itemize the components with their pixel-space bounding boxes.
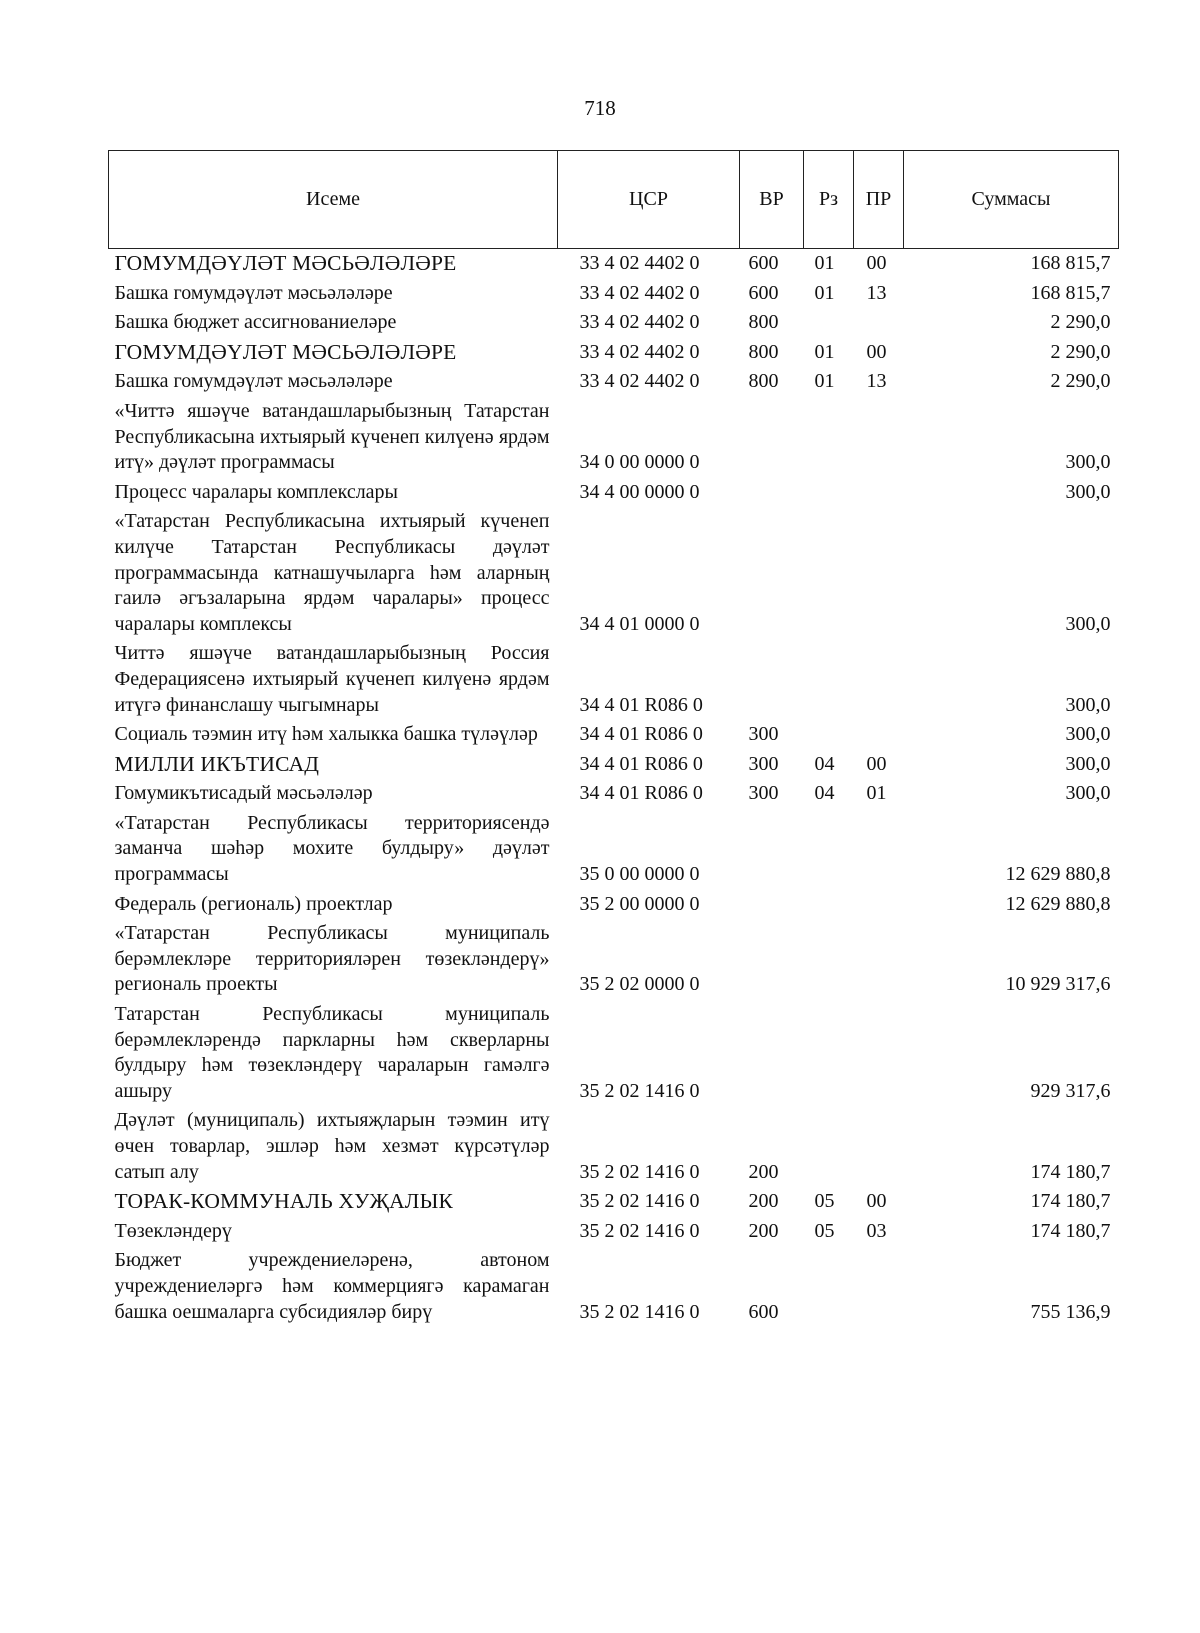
row-rz: 01 <box>814 281 835 304</box>
row-rz: 05 <box>814 1219 835 1242</box>
header-sum: Суммасы <box>904 151 1119 249</box>
table-row <box>109 919 1119 1000</box>
budget-table <box>108 150 1119 1327</box>
row-pr <box>854 397 904 478</box>
row-csr: 33 4 02 4402 0 <box>579 311 700 334</box>
row-vr: 600 <box>748 281 779 304</box>
row-name: ГОМУМДӘҮЛӘТ МӘСЬӘЛӘЛӘРЕ <box>114 251 457 275</box>
row-name: Бюджет учреждениеләренә, автоном учреждениеләргә һәм коммерциягә карамаган башка оешмаларга субсидияләр бирү <box>114 1249 550 1323</box>
row-rz <box>804 809 854 890</box>
row-name: «Читтә яшәүче ватандашларыбызның Татарстан Республикасына ихтыярый күченеп килүенә ярдәм итү» дәүләт программасы <box>114 399 550 474</box>
row-name: Гомумикътисадый мәсьәләләр <box>114 782 373 805</box>
row-rz: 01 <box>814 370 835 393</box>
row-csr: 34 4 01 0000 0 <box>579 612 700 635</box>
table-row <box>109 1106 1119 1187</box>
row-csr: 35 2 02 1416 0 <box>579 1160 700 1183</box>
row-vr: 800 <box>748 370 779 393</box>
row-vr <box>740 639 804 720</box>
row-sum: 174 180,7 <box>1030 1160 1111 1183</box>
row-sum: 12 629 880,8 <box>1005 892 1111 915</box>
table-row <box>109 720 1119 750</box>
row-vr <box>740 478 804 508</box>
row-sum: 168 815,7 <box>1030 252 1111 274</box>
row-csr: 35 2 00 0000 0 <box>579 892 700 915</box>
row-csr: 33 4 02 4402 0 <box>579 340 700 363</box>
row-rz: 04 <box>814 782 835 805</box>
table-row <box>109 639 1119 720</box>
table-row <box>109 809 1119 890</box>
row-pr <box>854 890 904 920</box>
row-vr <box>740 809 804 890</box>
table-row <box>109 1000 1119 1106</box>
table-row <box>109 367 1119 397</box>
row-vr: 200 <box>748 1160 779 1183</box>
row-sum: 300,0 <box>1065 480 1111 503</box>
row-pr <box>854 639 904 720</box>
row-csr: 35 2 02 0000 0 <box>579 973 700 996</box>
row-name: «Татарстан Республикасы территориясендә заманча шәһәр мохите булдыру» дәүләт программасы <box>114 811 550 886</box>
row-name: Читтә яшәүче ватандашларыбызның Россия Федерациясенә ихтыярый күченеп килүенә ярдәм итүгә финанслашу чыгымнары <box>114 642 550 716</box>
row-rz <box>804 919 854 1000</box>
row-vr <box>740 507 804 639</box>
row-pr <box>854 507 904 639</box>
row-sum: 2 290,0 <box>1050 370 1111 393</box>
row-csr: 35 2 02 1416 0 <box>579 1079 700 1102</box>
table-row <box>109 478 1119 508</box>
row-name: Федераль (региональ) проектлар <box>114 892 393 915</box>
table-row <box>109 308 1119 338</box>
table-row <box>109 1187 1119 1217</box>
header-rz: Рз <box>804 151 854 249</box>
row-sum: 300,0 <box>1065 723 1111 746</box>
row-rz: 01 <box>814 252 835 274</box>
row-rz <box>804 890 854 920</box>
row-csr: 34 0 00 0000 0 <box>579 451 700 474</box>
row-pr <box>854 478 904 508</box>
row-sum: 12 629 880,8 <box>1005 863 1111 886</box>
row-sum: 2 290,0 <box>1050 311 1111 334</box>
row-name: ГОМУМДӘҮЛӘТ МӘСЬӘЛӘЛӘРЕ <box>114 339 457 364</box>
page-number: 718 <box>584 96 616 120</box>
row-pr <box>854 809 904 890</box>
row-pr: 13 <box>866 370 887 393</box>
row-name: МИЛЛИ ИКЪТИСАД <box>114 751 320 776</box>
row-name: ТОРАК-КОММУНАЛЬ ХУҖАЛЫК <box>114 1189 454 1214</box>
row-pr: 13 <box>866 281 887 304</box>
row-vr <box>740 890 804 920</box>
row-csr: 33 4 02 4402 0 <box>579 252 700 274</box>
row-rz <box>804 1000 854 1106</box>
row-name: Социаль тәэмин итү һәм халыкка башка түләүләр <box>114 723 538 746</box>
row-pr <box>854 1246 904 1327</box>
header-name: Исеме <box>109 151 558 249</box>
row-rz: 05 <box>814 1190 835 1213</box>
table-row <box>109 507 1119 639</box>
row-sum: 300,0 <box>1065 612 1111 635</box>
table-row <box>109 338 1119 368</box>
row-pr <box>854 919 904 1000</box>
row-csr: 33 4 02 4402 0 <box>579 281 700 304</box>
row-csr: 33 4 02 4402 0 <box>579 370 700 393</box>
header-pr: ПР <box>854 151 904 249</box>
row-rz <box>804 507 854 639</box>
row-sum: 300,0 <box>1065 451 1111 474</box>
row-rz <box>804 639 854 720</box>
row-name: Татарстан Республикасы муниципаль берәмлекләрендә паркларны һәм скверларны булдыру һәм төзекләндерү чараларын гамәлгә ашыру <box>114 1003 550 1102</box>
row-sum: 300,0 <box>1065 693 1111 716</box>
row-vr: 800 <box>748 311 779 334</box>
row-rz <box>804 720 854 750</box>
table-row <box>109 779 1119 809</box>
row-rz: 01 <box>814 340 835 363</box>
row-rz <box>804 308 854 338</box>
row-csr: 34 4 01 R086 0 <box>579 752 703 775</box>
row-rz <box>804 397 854 478</box>
row-sum: 755 136,9 <box>1030 1300 1111 1323</box>
row-name: «Татарстан Республикасы муниципаль берәмлекләре территорияләрен төзекләндерү» региональ проекты <box>114 922 550 996</box>
row-pr <box>854 1106 904 1187</box>
row-pr: 00 <box>866 752 887 775</box>
table-row <box>109 1246 1119 1327</box>
row-pr <box>854 308 904 338</box>
table-row <box>109 397 1119 478</box>
row-vr: 200 <box>748 1219 779 1242</box>
row-sum: 168 815,7 <box>1030 281 1111 304</box>
row-csr: 34 4 01 R086 0 <box>579 723 703 746</box>
table-row <box>109 279 1119 309</box>
table-body <box>109 249 1119 1328</box>
row-pr: 00 <box>866 252 887 274</box>
row-pr: 00 <box>866 340 887 363</box>
table-row <box>109 249 1119 279</box>
header-vr: ВР <box>740 151 804 249</box>
row-sum: 174 180,7 <box>1030 1190 1111 1213</box>
row-rz: 04 <box>814 752 835 775</box>
row-csr: 35 0 00 0000 0 <box>579 863 700 886</box>
table-row <box>109 1217 1119 1247</box>
row-csr: 35 2 02 1416 0 <box>579 1219 700 1242</box>
row-vr <box>740 919 804 1000</box>
row-name: Процесс чаралары комплекслары <box>114 480 398 503</box>
row-vr: 200 <box>748 1190 779 1213</box>
row-name: «Татарстан Республикасына ихтыярый күченеп килүче Татарстан Республикасы дәүләт программасында катнашучыларга һәм аларның гаилә әгъзаларына ярдәм чаралары» процесс чаралары комплексы <box>114 510 550 635</box>
row-csr: 34 4 01 R086 0 <box>579 782 703 805</box>
row-vr <box>740 397 804 478</box>
row-rz <box>804 1246 854 1327</box>
row-sum: 929 317,6 <box>1030 1079 1111 1102</box>
row-sum: 2 290,0 <box>1050 340 1111 363</box>
table-row <box>109 890 1119 920</box>
header-csr: ЦСР <box>558 151 740 249</box>
row-vr <box>740 1000 804 1106</box>
row-vr: 300 <box>748 723 779 746</box>
row-sum: 174 180,7 <box>1030 1219 1111 1242</box>
row-pr: 01 <box>866 782 887 805</box>
row-sum: 300,0 <box>1065 752 1111 775</box>
row-vr: 600 <box>748 1300 779 1323</box>
row-csr: 34 4 00 0000 0 <box>579 480 700 503</box>
row-pr: 03 <box>866 1219 887 1242</box>
row-csr: 34 4 01 R086 0 <box>579 693 703 716</box>
row-vr: 600 <box>748 252 779 274</box>
row-rz <box>804 478 854 508</box>
row-pr <box>854 720 904 750</box>
row-vr: 300 <box>748 782 779 805</box>
row-vr: 800 <box>748 340 779 363</box>
table-header <box>109 151 1119 249</box>
row-name: Башка гомумдәүләт мәсьәләләре <box>114 370 393 393</box>
row-name: Дәүләт (муниципаль) ихтыяҗларын тәэмин итү өчен товарлар, эшләр һәм хезмәт күрсәтүләр сатып алу <box>114 1109 550 1183</box>
row-csr: 35 2 02 1416 0 <box>579 1300 700 1323</box>
row-name: Башка гомумдәүләт мәсьәләләре <box>114 281 393 304</box>
table-row <box>109 750 1119 780</box>
row-sum: 10 929 317,6 <box>1005 973 1111 996</box>
row-pr: 00 <box>866 1190 887 1213</box>
row-pr <box>854 1000 904 1106</box>
row-name: Башка бюджет ассигнованиеләре <box>114 311 397 334</box>
row-rz <box>804 1106 854 1187</box>
row-name: Төзекләндерү <box>114 1219 232 1242</box>
row-csr: 35 2 02 1416 0 <box>579 1190 700 1213</box>
row-vr: 300 <box>748 752 779 775</box>
row-sum: 300,0 <box>1065 782 1111 805</box>
